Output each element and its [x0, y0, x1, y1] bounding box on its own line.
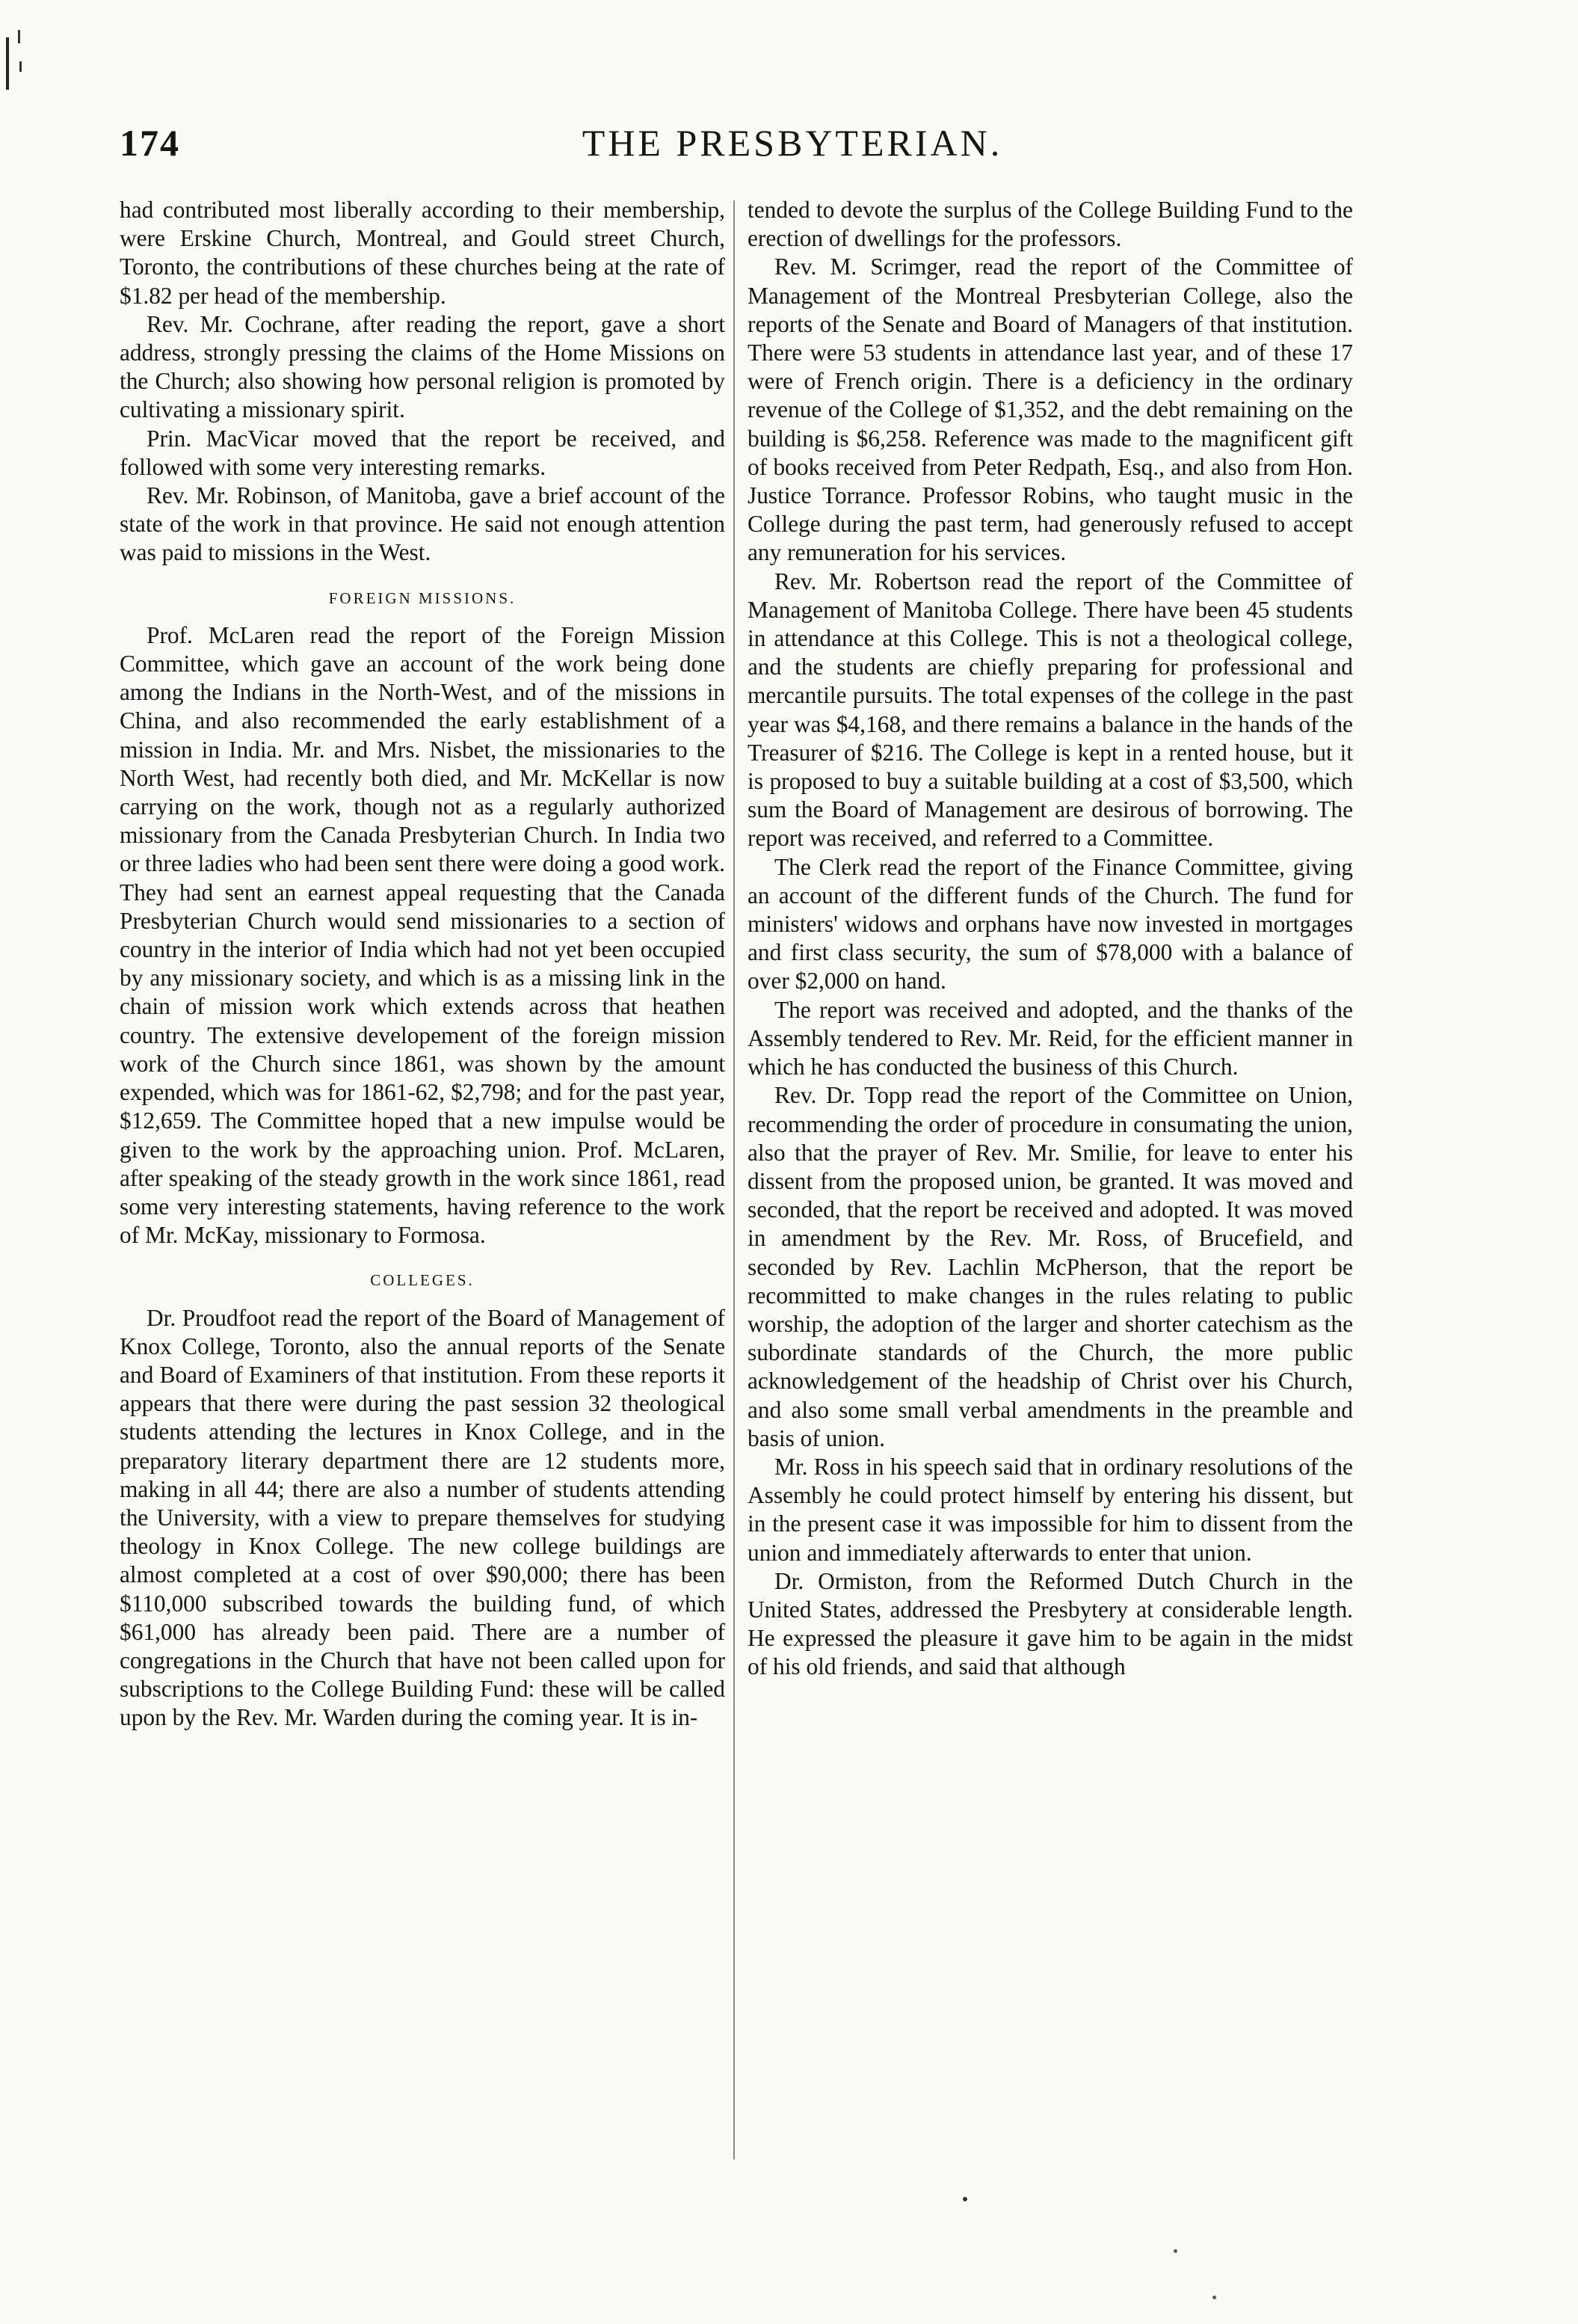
page-header: [120, 121, 1465, 181]
paragraph: tended to devote the surplus of the College Building Fund to the erection of dwellings for the professors.: [748, 197, 1353, 252]
ink-speck: [1174, 2249, 1177, 2253]
scan-edge-dot: [19, 61, 22, 72]
paragraph: The report was received and adopted, and the thanks of the Assembly tendered to Rev. Mr. Reid, for the efficient manner in which he has conducted the business of this Church.: [748, 996, 1353, 1080]
left-column: [120, 196, 725, 1733]
paragraph: Dr. Ormiston, from the Reformed Dutch Church in the United States, addressed the Presbytery at considerable length. He expressed the pleasure it gave him to be again in the midst of his old friends, and said that although: [748, 1567, 1353, 1680]
paragraph: Rev. Dr. Topp read the report of the Committee on Union, recommending the order of procedure in consumating the union, also that the prayer of Rev. Mr. Smilie, for leave to enter his dissent from the proposed union, be granted. It was moved and seconded, that the report be received and adopted. It was moved in amendment by the Rev. Mr. Ross, of Brucefield, and seconded by Rev. Lachlin McPherson, that the report be recommitted to make changes in the rules relating to public worship, the adoption of the larger and shorter catechism as the subordinate standards of the Church, the more public acknowledgement of the headship of Christ over his Church, and also some small verbal amendments in the preamble and basis of union.: [748, 1082, 1353, 1451]
paragraph: Rev. Mr. Robertson read the report of the Committee of Management of Manitoba College. There have been 45 students in attendance at this College. This is not a theological college, and the students are chiefly preparing for professional and mercantile pursuits. The total expenses of the college in the past year was $4,168, and there remains a balance in the hands of the Treasurer of $216. The College is kept in a rented house, but it is proposed to buy a suitable building at a cost of $3,500, which sum the Board of Management are desirous of borrowing. The report was received, and referred to a Committee.: [748, 568, 1353, 852]
scan-edge-mark: [6, 37, 9, 90]
section-heading: FOREIGN MISSIONS.: [328, 588, 517, 607]
ink-speck: [1212, 2296, 1216, 2299]
page-number: 174: [120, 122, 180, 164]
section-heading: COLLEGES.: [370, 1271, 475, 1290]
column-divider: [733, 200, 735, 2159]
paragraph: Rev. Mr. Robinson, of Manitoba, gave a brief account of the state of the work in that province. He said not enough attention was paid to missions in the West.: [120, 482, 725, 566]
paragraph: Prof. McLaren read the report of the Foreign Mission Committee, which gave an account of the work being done among the Indians in the North-West, and of the missions in China, and also recommended the early establishment of a mission in India. Mr. and Mrs. Nisbet, the missionaries to the North West, had recently both died, and Mr. McKellar is now carrying on the work, though not as a regularly authorized missionary from the Canada Presbyterian Church. In India two or three ladies who had been sent there were doing a good work. They had sent an earnest appeal requesting that the Canada Presbyterian Church would send missionaries to a section of country in the interior of India which had not yet been occupied by any missionary society, and which is as a missing link in the chain of mission work which extends across that heathen country. The extensive developement of the foreign mission work of the Church since 1861, was shown by the amount expended, which was for 1861-62, $2,798; and for the past year, $12,659. The Committee hoped that a new impulse would be given to the work by the approaching union. Prof. McLaren, after speaking of the steady growth in the work since 1861, read some very interesting statements, having reference to the work of Mr. McKay, missionary to Formosa.: [120, 621, 725, 1249]
right-column: [748, 196, 1353, 1682]
ink-speck: [963, 2197, 967, 2201]
scan-edge-dot: [18, 30, 20, 43]
paragraph: Rev. M. Scrimger, read the report of the Committee of Management of the Montreal Presbyterian College, also the reports of the Senate and Board of Managers of that institution. There were 53 students in attendance last year, and of these 17 were of French origin. There is a deficiency in the ordinary revenue of the College of $1,352, and the debt remaining on the building is $6,258. Reference was made to the magnificent gift of books received from Peter Redpath, Esq., and also from Hon. Justice Torrance. Professor Robins, who taught music in the College during the past term, had generously refused to accept any remuneration for his services.: [748, 253, 1353, 566]
paragraph: Prin. MacVicar moved that the report be received, and followed with some very interesting remarks.: [120, 425, 725, 480]
running-head: THE PRESBYTERIAN.: [582, 122, 1003, 164]
paragraph: Dr. Proudfoot read the report of the Board of Management of Knox College, Toronto, also the annual reports of the Senate and Board of Examiners of that institution. From these reports it appears that there were during the past session 32 theological students attending the lectures in Knox College, and in the preparatory literary department there are 12 students more, making in all 44; there are also a number of students attending the University, with a view to prepare themselves for studying theology in Knox College. The new college buildings are almost completed at a cost of over $90,000; there has been $110,000 subscribed towards the building fund, of which $61,000 has already been paid. There are a number of congregations in the Church that have not been called upon for subscriptions to the College Building Fund: these will be called upon by the Rev. Mr. Warden during the coming year. It is in-: [120, 1304, 725, 1731]
paragraph: had contributed most liberally according to their membership, were Erskine Church, Montreal, and Gould street Church, Toronto, the contributions of these churches being at the rate of $1.82 per head of the membership.: [120, 197, 725, 309]
paragraph: Mr. Ross in his speech said that in ordinary resolutions of the Assembly he could protect himself by entering his dissent, but in the present case it was impossible for him to dissent from the union and immediately afterwards to enter that union.: [748, 1453, 1353, 1566]
paragraph: Rev. Mr. Cochrane, after reading the report, gave a short address, strongly pressing the claims of the Home Missions on the Church; also showing how personal religion is promoted by cultivating a missionary spirit.: [120, 310, 725, 423]
paragraph: The Clerk read the report of the Finance Committee, giving an account of the different funds of the Church. The fund for ministers' widows and orphans have now invested in mortgages and first class security, the sum of $78,000 with a balance of over $2,000 on hand.: [748, 853, 1353, 995]
